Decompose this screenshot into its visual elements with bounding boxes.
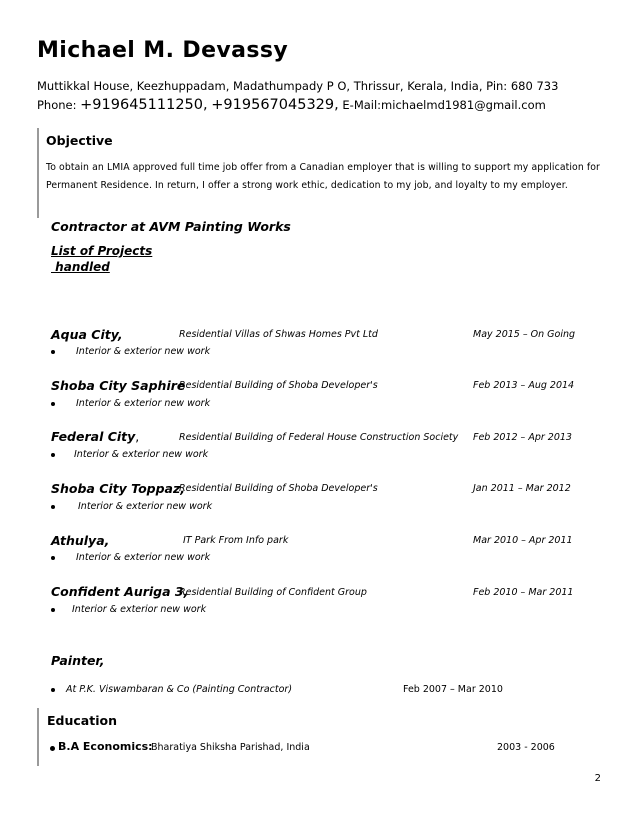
candidate-name: Michael M. Devassy <box>37 38 289 63</box>
project-detail: Interior & exterior new work <box>78 501 213 512</box>
project-name: Aqua City, <box>51 327 123 342</box>
project-detail: Interior & exterior new work <box>72 604 207 615</box>
project-name: Confident Auriga 3, <box>51 584 189 599</box>
email-address: E-Mail:michaelmd1981@gmail.com <box>342 98 546 112</box>
project-detail: Interior & exterior new work <box>76 552 211 563</box>
project-period: Jan 2011 – Mar 2012 <box>473 483 571 494</box>
project-name: Shoba City Toppaz, <box>51 481 186 496</box>
bullet-icon <box>51 608 55 612</box>
project-name: Athulya, <box>51 533 110 548</box>
project-description: Residential Building of Shoba Developer's <box>179 483 378 494</box>
painter-detail: At P.K. Viswambaran & Co (Painting Contractor) <box>66 684 293 695</box>
contractor-heading: Contractor at AVM Painting Works <box>51 219 291 234</box>
bullet-icon <box>50 746 55 751</box>
bullet-icon <box>51 402 55 406</box>
project-name-comma: , <box>135 429 140 444</box>
address-line: Muttikkal House, Keezhuppadam, Madathumpady P O, Thrissur, Kerala, India, Pin: 680 733 <box>37 79 559 93</box>
projects-heading-line-1: List of Projects <box>51 244 153 258</box>
project-period: Mar 2010 – Apr 2011 <box>473 535 573 546</box>
projects-heading-line-2: handled <box>51 260 110 274</box>
project-name-text: Federal City <box>51 429 136 444</box>
bullet-icon <box>51 688 55 692</box>
degree: B.A Economics: <box>58 740 153 753</box>
project-description: Residential Building of Confident Group <box>179 587 367 598</box>
bullet-icon <box>51 505 55 509</box>
painter-title: Painter, <box>51 653 105 668</box>
phone-number-2: +919567045329, <box>211 97 339 113</box>
bullet-icon <box>51 556 55 560</box>
objective-title: Objective <box>46 133 113 148</box>
page-number: 2 <box>594 773 601 784</box>
education-period: 2003 - 2006 <box>497 742 555 753</box>
project-detail: Interior & exterior new work <box>76 398 211 409</box>
project-period: Feb 2010 – Mar 2011 <box>473 587 574 598</box>
project-period: Feb 2013 – Aug 2014 <box>473 380 575 391</box>
project-description: Residential Building of Shoba Developer's <box>179 380 378 391</box>
project-period: Feb 2012 – Apr 2013 <box>473 432 572 443</box>
contact-line <box>37 97 546 113</box>
bullet-icon <box>51 453 55 457</box>
painter-period: Feb 2007 – Mar 2010 <box>403 684 503 695</box>
project-description: IT Park From Info park <box>183 535 289 546</box>
project-detail: Interior & exterior new work <box>74 449 209 460</box>
projects-list-heading <box>51 243 152 275</box>
phone-number-1: +919645111250, <box>80 97 208 113</box>
phone-label: Phone: <box>37 98 81 112</box>
project-period: May 2015 – On Going <box>473 329 576 340</box>
project-name <box>51 429 139 444</box>
project-description: Residential Villas of Shwas Homes Pvt Ltd <box>179 329 378 340</box>
education-title: Education <box>47 713 117 728</box>
objective-text: To obtain an LMIA approved full time job offer from a Canadian employer that is willing to support my application for Permanent Residence. In return, I offer a strong work ethic, dedication to my job, and loyalty to my employer. <box>46 162 600 191</box>
project-name: Shoba City Saphire <box>51 378 186 393</box>
objective-section-bar <box>37 128 39 218</box>
education-section-bar <box>37 708 39 766</box>
project-description: Residential Building of Federal House Construction Society <box>179 432 459 443</box>
project-detail: Interior & exterior new work <box>76 346 211 357</box>
bullet-icon <box>51 350 55 354</box>
institution: Bharatiya Shiksha Parishad, India <box>151 742 310 753</box>
